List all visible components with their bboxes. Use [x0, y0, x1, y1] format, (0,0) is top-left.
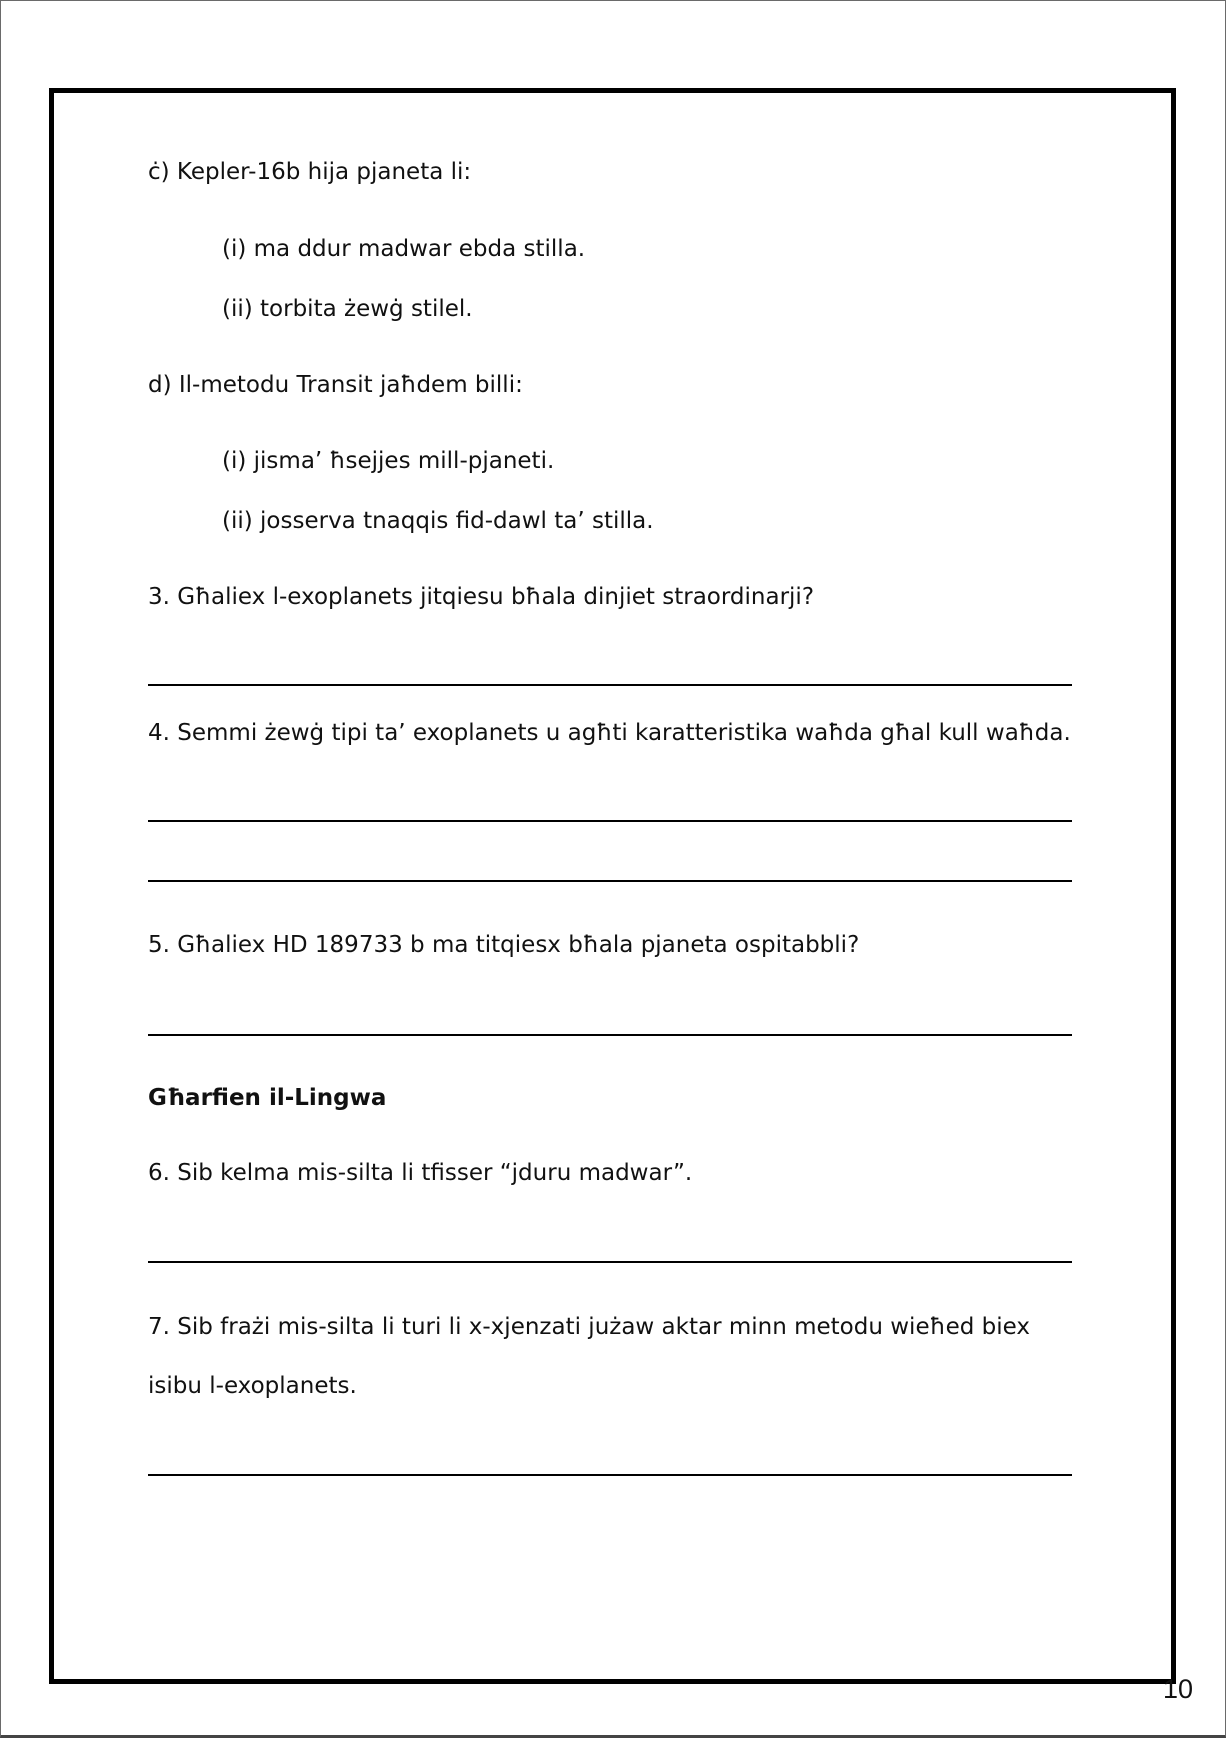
answer-line-q4-b — [148, 880, 1072, 882]
question-c-label: ċ) Kepler-16b hija pjaneta li: — [148, 159, 472, 185]
question-d-option-ii: (ii) josserva tnaqqis fid-dawl ta’ stilla. — [222, 508, 654, 534]
answer-line-q4-a — [148, 820, 1072, 822]
question-d-label: d) Il-metodu Transit jaħdem billi: — [148, 372, 523, 398]
question-7-line-2: isibu l-exoplanets. — [148, 1373, 357, 1399]
page-border-frame — [49, 88, 1176, 1684]
question-5: 5. Għaliex HD 189733 b ma titqiesx bħala pjaneta ospitabbli? — [148, 932, 860, 958]
question-c-option-i: (i) ma ddur madwar ebda stilla. — [222, 236, 586, 262]
question-4: 4. Semmi żewġ tipi ta’ exoplanets u agħti karatteristika waħda għal kull waħda. — [148, 720, 1071, 746]
question-7-line-1: 7. Sib frażi mis-silta li turi li x-xjenzati jużaw aktar minn metodu wieħed biex — [148, 1314, 1030, 1340]
section-heading: Għarfien il-Lingwa — [148, 1085, 387, 1111]
page-number: 10 — [1163, 1674, 1194, 1704]
answer-line-q3 — [148, 684, 1072, 686]
question-c-option-ii: (ii) torbita żewġ stilel. — [222, 296, 473, 322]
answer-line-q5 — [148, 1034, 1072, 1036]
question-3: 3. Għaliex l-exoplanets jitqiesu bħala dinjiet straordinarji? — [148, 584, 815, 610]
answer-line-q6 — [148, 1261, 1072, 1263]
question-6: 6. Sib kelma mis-silta li tfisser “jduru madwar”. — [148, 1160, 693, 1186]
answer-line-q7 — [148, 1474, 1072, 1476]
question-d-option-i: (i) jisma’ ħsejjes mill-pjaneti. — [222, 448, 555, 474]
